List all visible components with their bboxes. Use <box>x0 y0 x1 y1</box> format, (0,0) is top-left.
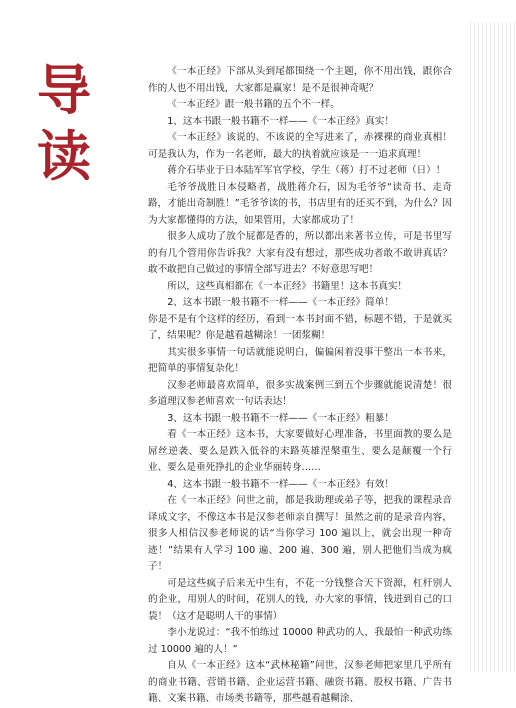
section-title-char: 导 <box>37 59 91 122</box>
paragraph: 自从《一本正经》这本“武林秘籍”问世，汉参老师把家里几乎所有的商业书籍、营销书籍、企业运营书籍、融资书籍、股权书籍、广告书籍、文案书籍、市场类书籍等，那些越看越糊涂、 <box>148 660 452 704</box>
paragraph: 《一本正经》下部从头到尾都围绕一个主题，你不用出钱，跟你合作的人也不用出钱，大家都是赢家！是不是很神奇呢？ <box>148 66 452 94</box>
paragraph: 3、这本书跟一般书籍不一样——《一本正经》粗暴！ <box>167 412 394 424</box>
paragraph: 很多人成功了放个屁都是香的，所以都出来著书立传，可是书里写的有几个管用你告诉我？大家有没有想过，那些成功者敢不敢讲真话？敢不敢把自己做过的事情全部写进去？不好意思写吧！ <box>148 231 452 275</box>
section-title-char: 读 <box>37 125 91 188</box>
paragraph: 你是不是有个这样的经历，看到一本书封面不错，标题不错，于是就买了，结果呢？你是越看越糊涂！一团浆糊！ <box>148 313 452 341</box>
paragraph: 2、这本书跟一般书籍不一样——《一本正经》简单！ <box>167 297 394 308</box>
paragraph: 汉参老师最喜欢简单，很多实战案例三到五个步骤就能说清楚！很多道理汉参老师喜欢一句话表达！ <box>148 379 452 407</box>
paragraph: 蒋介石毕业于日本陆军军官学校，学生（蒋）打不过老师（日）！ <box>167 165 446 176</box>
paragraph: 毛爷爷战胜日本侵略者，战胜蒋介石，因为毛爷爷“读奇书、走奇路，才能出奇制胜！”毛爷爷读的书，书店里有的还买不到，为什么？因为大家都懂得的方法，如果管用，大家都成功了！ <box>148 181 452 226</box>
paragraph: 所以，这些真相都在《一本正经》书籍里！这本书真实！ <box>167 280 408 292</box>
paragraph: 看《一本正经》这本书，大家要做好心理准备，书里面教的要么是屌丝逆袭、要么是跌入低谷的末路英雄涅槃重生、要么是颠覆一个行业、要么是垂死挣扎的企业华丽转身…… <box>148 429 452 473</box>
paragraph: 《一本正经》该说的、不该说的全写进来了，赤裸裸的商业真相！可是我认为，作为一名老师，最大的执着就应该是一一追求真理！ <box>148 132 452 160</box>
decorative-stripes <box>470 22 516 672</box>
paragraph: 李小龙说过：“我不怕练过 10000 种武功的人，我最怕一种武功练过 10000 遍的人！” <box>148 627 452 655</box>
paragraph: 可是这些疯子后来无中生有，不花一分钱整合天下资源，杠杆别人的企业，用别人的时间，花别人的钱，办大家的事情，钱进到自己的口袋！（这才是聪明人干的事情） <box>148 577 452 622</box>
paragraph: 1、这本书跟一般书籍不一样——《一本正经》真实！ <box>167 115 394 127</box>
paragraph: 其实很多事情一句话就能说明白，偏偏闲着没事干整出一本书来，把简单的事情复杂化！ <box>148 346 452 374</box>
paragraph: 《一本正经》跟一般书籍的五个不一样。 <box>167 99 340 110</box>
section-title <box>32 58 96 190</box>
paragraph: 在《一本正经》问世之前，都是我助理或弟子等，把我的课程录音译成文字，不像这本书是汉参老师亲自撰写！虽然之前的是录音内容，很多人相信汉参老师说的话“当你学习 100 遍以上，就会出现一种奇迹！”结果有人学习 100 遍、200 遍、300 遍，别人把他们当成为疯子！ <box>148 495 452 572</box>
paragraph: 4、这本书跟一般书籍不一样——《一本正经》有效！ <box>167 478 394 490</box>
body-text <box>148 64 452 708</box>
